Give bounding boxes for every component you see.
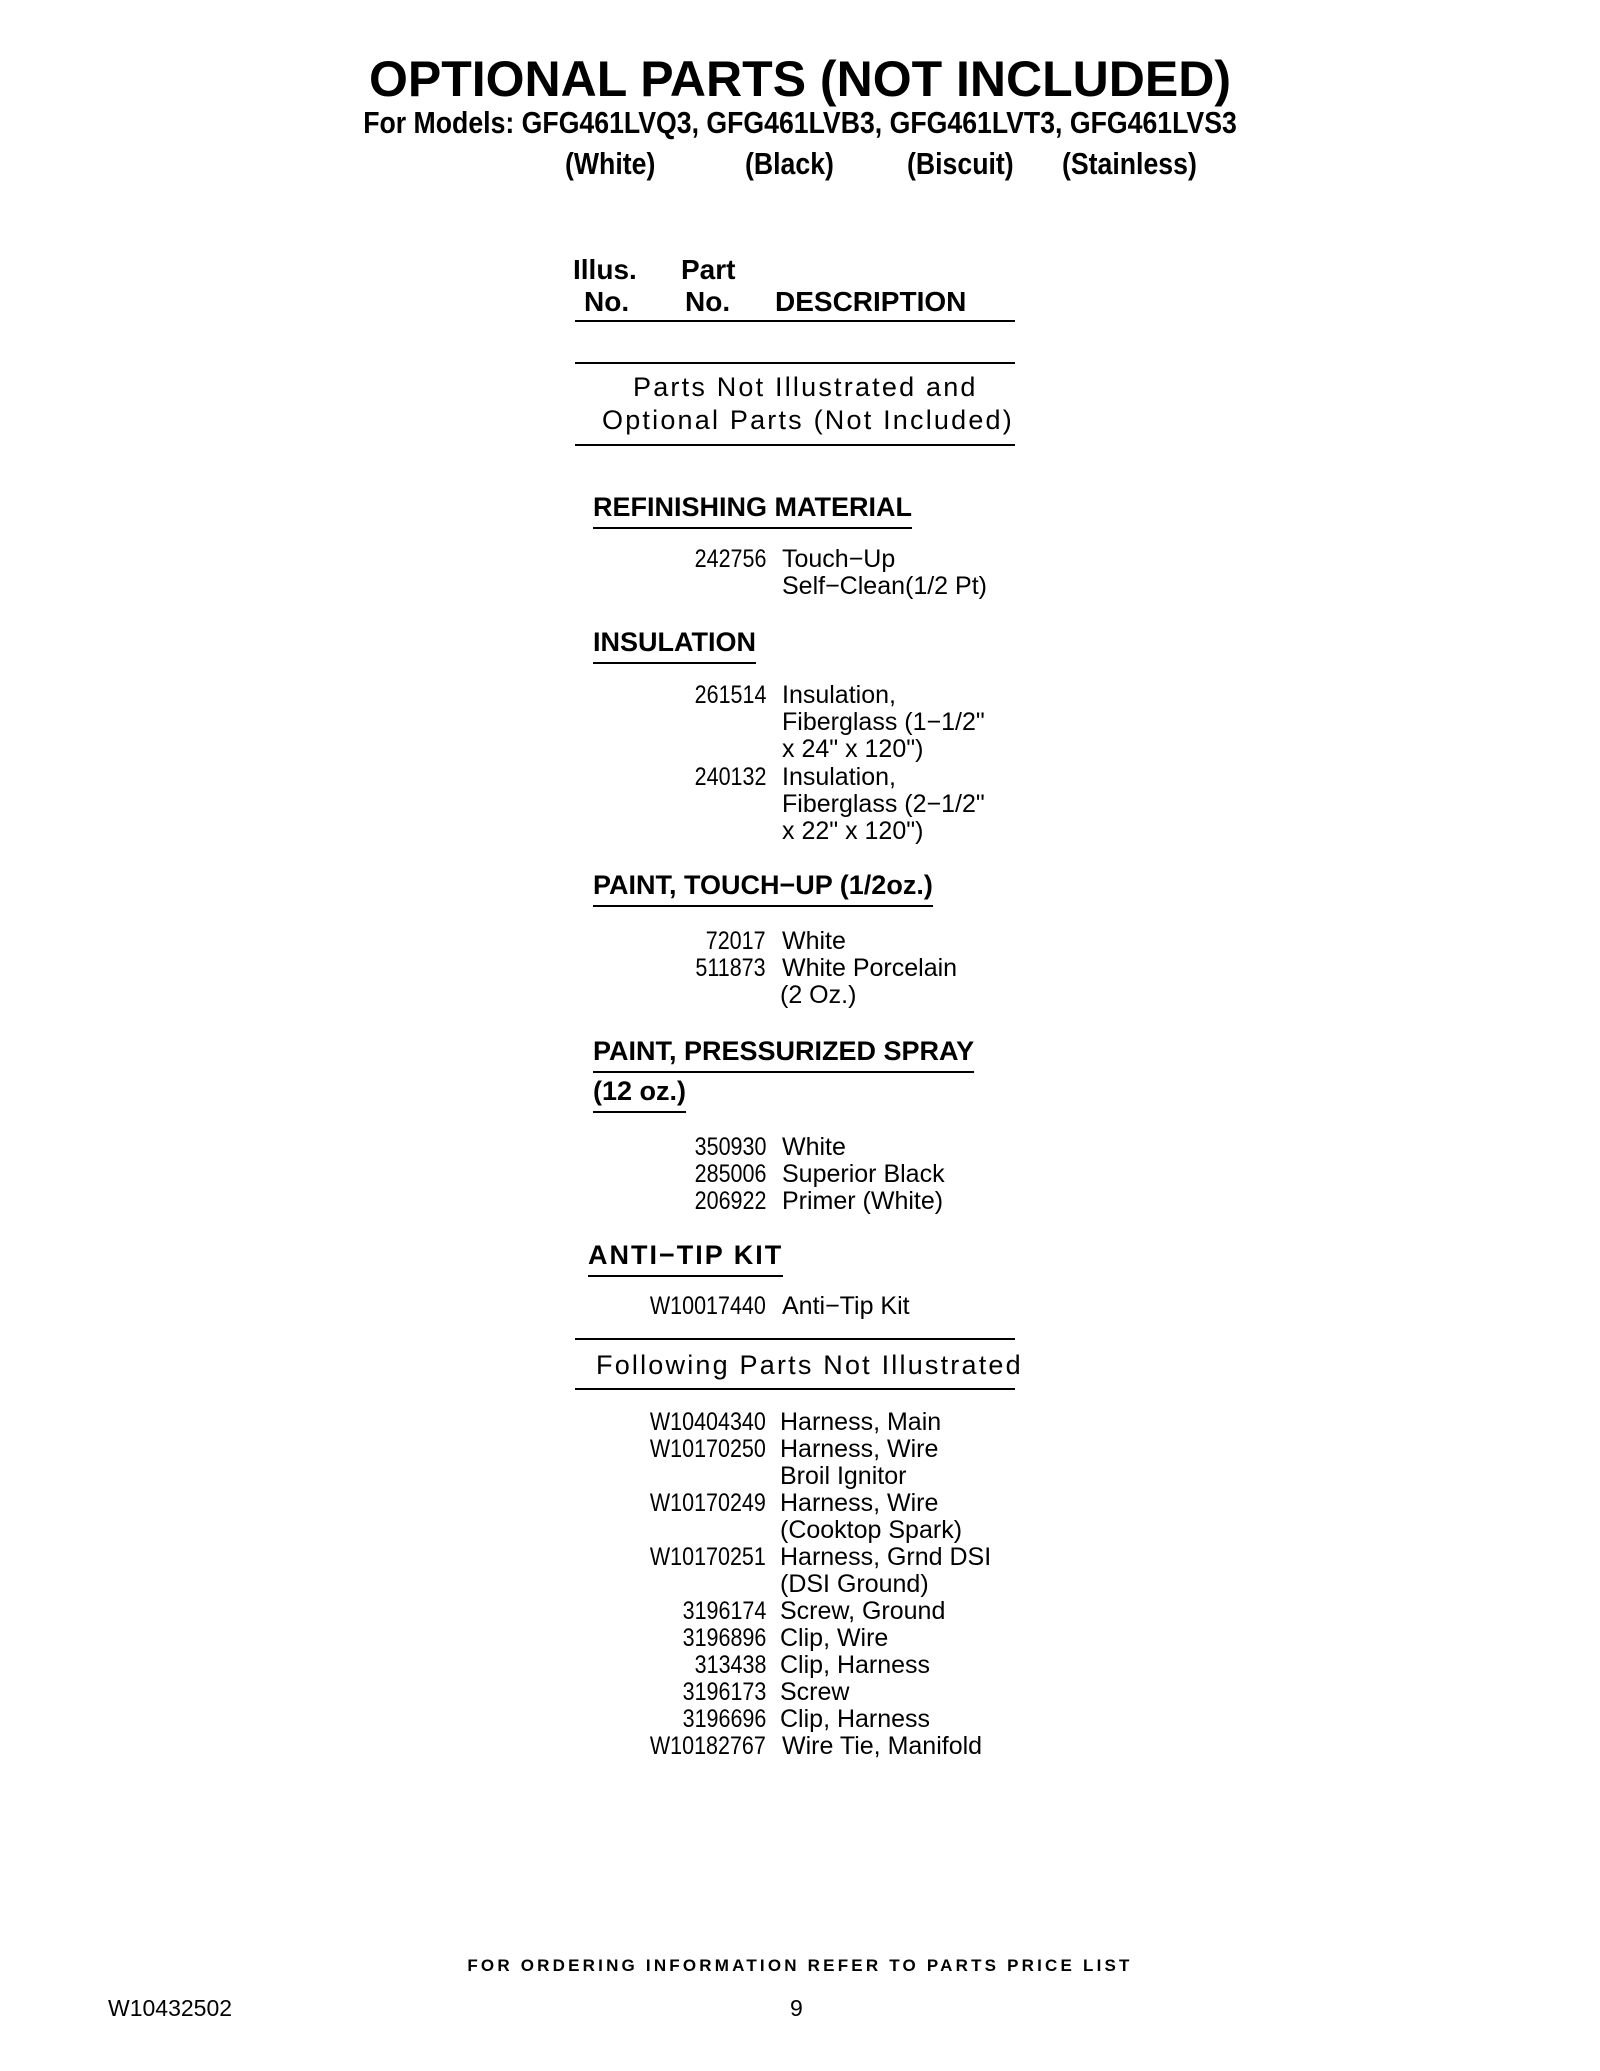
part-number: W10182767 (650, 1732, 766, 1760)
following-label: Following Parts Not Illustrated (596, 1350, 1023, 1380)
list-item (600, 1598, 1000, 1625)
part-number: W10170249 (650, 1489, 766, 1517)
part-number: W10017440 (650, 1292, 766, 1320)
list-item (600, 1134, 1000, 1161)
models-line: For Models: GFG461LVQ3, GFG461LVB3, GFG461LVT3, GFG461LVS3 (363, 105, 1237, 140)
list-item (600, 546, 1000, 606)
list-item (600, 1625, 1000, 1652)
list-item (600, 764, 1000, 845)
section-heading-insulation: INSULATION (593, 627, 756, 664)
part-description: Wire Tie, Manifold (782, 1732, 983, 1760)
page-title: OPTIONAL PARTS (NOT INCLUDED) (368, 51, 1231, 107)
part-number: 3196173 (682, 1678, 766, 1706)
list-item (600, 1490, 1000, 1544)
list-item (600, 1188, 1000, 1215)
part-description: Harness, Main (780, 1408, 942, 1436)
part-description: Screw, Ground (780, 1597, 946, 1625)
col-illus-label-1: Illus. (573, 254, 637, 285)
list-item (600, 682, 1000, 763)
document-number: W10432502 (108, 1995, 233, 2021)
part-description: Touch−Up (782, 545, 896, 573)
part-description: White (782, 927, 846, 955)
color-biscuit: (Biscuit) (907, 146, 1014, 181)
list-item (600, 1544, 1000, 1598)
part-number: 313438 (694, 1651, 766, 1679)
part-description: Fiberglass (2−1/2" (782, 790, 985, 818)
part-number: 240132 (694, 763, 766, 791)
part-description: (2 Oz.) (780, 981, 857, 1009)
list-item (600, 955, 1000, 1009)
part-description: White Porcelain (782, 954, 958, 982)
section-heading-anti-tip: ANTI−TIP KIT (588, 1240, 783, 1277)
notice-top-rule (575, 362, 1015, 364)
section-heading-paint-touchup: PAINT, TOUCH−UP (1/2oz.) (593, 870, 933, 907)
part-number: 242756 (694, 545, 766, 573)
col-description-label: DESCRIPTION (775, 286, 967, 317)
part-description: Clip, Harness (780, 1651, 931, 1679)
part-number: 3196696 (682, 1705, 766, 1733)
list-item (600, 1161, 1000, 1188)
list-item (600, 1652, 1000, 1679)
color-white: (White) (565, 146, 656, 181)
part-description: Clip, Harness (780, 1705, 931, 1733)
part-number: W10404340 (650, 1408, 766, 1436)
col-illus-label-2: No. (584, 286, 630, 317)
notice-line-2: Optional Parts (Not Included) (602, 405, 1014, 435)
part-description: Harness, Grnd DSI (780, 1543, 992, 1571)
col-part-label-2: No. (685, 286, 731, 317)
part-number: W10170250 (650, 1435, 766, 1463)
part-number: 261514 (694, 681, 766, 709)
list-item (600, 1733, 1000, 1760)
color-black: (Black) (745, 146, 834, 181)
part-number: 285006 (694, 1160, 766, 1188)
part-description: Broil Ignitor (780, 1462, 907, 1490)
part-description: Primer (White) (782, 1187, 944, 1215)
part-description: Harness, Wire (780, 1435, 939, 1463)
part-description: x 24" x 120") (782, 735, 924, 763)
notice-bottom-rule (575, 444, 1015, 446)
part-description: White (782, 1133, 846, 1161)
list-item (600, 1679, 1000, 1706)
part-description: Anti−Tip Kit (782, 1292, 910, 1320)
part-number: 511873 (695, 954, 766, 982)
part-number: 350930 (694, 1133, 766, 1161)
part-description: x 22" x 120") (782, 817, 924, 845)
part-number: W10170251 (650, 1543, 766, 1571)
following-bottom-rule (575, 1388, 1015, 1390)
part-description: (DSI Ground) (780, 1570, 929, 1598)
notice-line-1: Parts Not Illustrated and (633, 372, 978, 402)
page-number: 9 (790, 1995, 803, 2021)
col-part-label-1: Part (681, 254, 736, 285)
part-description: Clip, Wire (780, 1624, 889, 1652)
list-item (600, 1293, 1000, 1320)
part-description: Superior Black (782, 1160, 945, 1188)
list-item (600, 928, 1000, 955)
section-heading-paint-spray-size: (12 oz.) (593, 1076, 686, 1113)
header-rule (575, 320, 1015, 322)
part-description: Self−Clean(1/2 Pt) (782, 572, 987, 600)
part-description: (Cooktop Spark) (780, 1516, 963, 1544)
ordering-note: FOR ORDERING INFORMATION REFER TO PARTS PRICE LIST (467, 1956, 1133, 1975)
part-description: Harness, Wire (780, 1489, 939, 1517)
list-item (600, 1409, 1000, 1436)
following-top-rule (575, 1338, 1015, 1340)
list-item (600, 1436, 1000, 1490)
part-description: Fiberglass (1−1/2" (782, 708, 985, 736)
part-number: 206922 (694, 1187, 766, 1215)
color-stainless: (Stainless) (1062, 146, 1197, 181)
part-description: Insulation, (782, 763, 896, 791)
part-description: Insulation, (782, 681, 896, 709)
section-heading-paint-spray: PAINT, PRESSURIZED SPRAY (593, 1036, 974, 1073)
section-heading-refinishing: REFINISHING MATERIAL (593, 492, 912, 529)
part-number: 3196896 (682, 1624, 766, 1652)
part-number: 72017 (706, 927, 766, 955)
part-number: 3196174 (682, 1597, 766, 1625)
list-item (600, 1706, 1000, 1733)
part-description: Screw (780, 1678, 850, 1706)
